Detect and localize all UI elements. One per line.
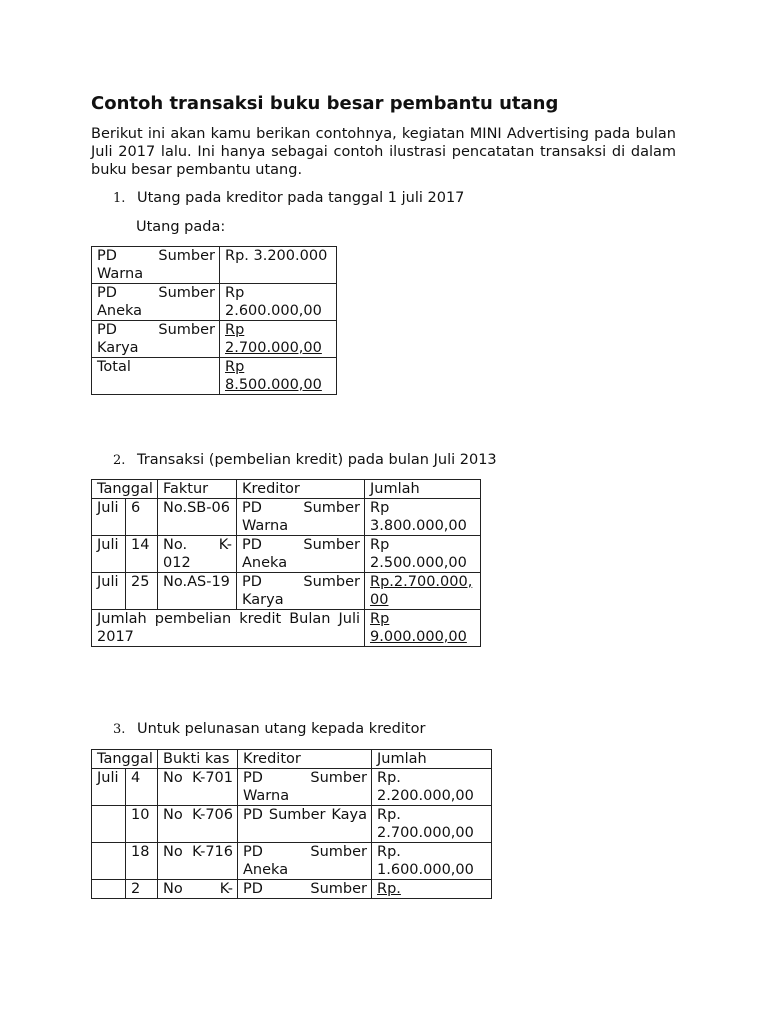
proof-cell: No K- — [158, 880, 238, 899]
total-amount: Rp 8.500.000,00 — [225, 359, 322, 393]
amount-cell: Rp 2.700.000,00 — [220, 321, 337, 358]
total-amount-cell: Rp 9.000.000,00 — [365, 610, 481, 647]
table-row — [92, 806, 492, 843]
header-date: Tanggal — [92, 750, 158, 769]
amount-cell: Rp. 2.700.000,00 — [372, 806, 492, 843]
debt-table — [91, 246, 337, 395]
section-2-text: Transaksi (pembelian kredit) pada bulan Juli 2013 — [137, 452, 497, 468]
section-1-text: Utang pada kreditor pada tanggal 1 juli 2017 — [137, 190, 465, 206]
table-total-row — [92, 610, 481, 647]
table-row — [92, 880, 492, 899]
creditor-cell: PD Sumber Karya — [92, 321, 220, 358]
header-creditor: Kreditor — [238, 750, 372, 769]
amount-cell: Rp 2.500.000,00 — [365, 536, 481, 573]
section-3-text: Untuk pelunasan utang kepada kreditor — [137, 721, 426, 737]
month-cell: Juli — [92, 769, 126, 806]
creditor-cell: PD Sumber Warna — [92, 247, 220, 284]
creditor-cell: PD Sumber — [238, 880, 372, 899]
invoice-cell: No.AS-19 — [158, 573, 237, 610]
table-row — [92, 358, 337, 395]
day-cell: 6 — [126, 499, 158, 536]
table-row — [92, 321, 337, 358]
proof-cell: No K-716 — [158, 843, 238, 880]
month-cell: Juli — [92, 499, 126, 536]
table-header-row — [92, 750, 492, 769]
section-1-number: 1. — [113, 191, 126, 206]
header-proof: Bukti kas — [158, 750, 238, 769]
month-cell — [92, 843, 126, 880]
section-3-number: 3. — [113, 722, 126, 737]
amount-cell: Rp 2.600.000,00 — [220, 284, 337, 321]
section-1-heading — [113, 189, 464, 208]
header-date: Tanggal — [92, 480, 158, 499]
total-label-cell: Jumlah pembelian kredit Bulan Juli 2017 — [92, 610, 365, 647]
amount-cell — [372, 880, 492, 899]
amount-cell: Rp. 2.200.000,00 — [372, 769, 492, 806]
day-cell: 4 — [126, 769, 158, 806]
invoice-cell: No.SB-06 — [158, 499, 237, 536]
section-2-number: 2. — [113, 453, 126, 468]
header-amount: Jumlah — [365, 480, 481, 499]
amount-value: Rp. — [377, 881, 401, 897]
month-cell: Juli — [92, 536, 126, 573]
table-row — [92, 573, 481, 610]
month-cell — [92, 806, 126, 843]
table-row — [92, 769, 492, 806]
amount-cell: Rp 3.800.000,00 — [365, 499, 481, 536]
section-2-heading — [113, 451, 497, 470]
creditor-cell: PD Sumber Kaya — [238, 806, 372, 843]
creditor-cell: PD Sumber Aneka — [92, 284, 220, 321]
intro-paragraph: Berikut ini akan kamu berikan contohnya, kegiatan MINI Advertising pada bulan Juli 2017 lalu. Ini hanya sebagai contoh ilustrasi pencatatan transaksi di dalam buku besar pembantu utang. — [91, 126, 676, 178]
proof-cell: No K-701 — [158, 769, 238, 806]
section-1-subtitle: Utang pada: — [136, 219, 226, 235]
day-cell: 14 — [126, 536, 158, 573]
day-cell: 25 — [126, 573, 158, 610]
invoice-cell: No. K-012 — [158, 536, 237, 573]
proof-cell: No K-706 — [158, 806, 238, 843]
page-title: Contoh transaksi buku besar pembantu utang — [91, 93, 559, 114]
total-label-cell: Total — [92, 358, 220, 395]
table-row — [92, 247, 337, 284]
creditor-cell: PD Sumber Aneka — [237, 536, 365, 573]
creditor-cell: PD Sumber Karya — [237, 573, 365, 610]
header-amount: Jumlah — [372, 750, 492, 769]
table-row — [92, 284, 337, 321]
header-creditor: Kreditor — [237, 480, 365, 499]
total-amount-cell — [220, 358, 337, 395]
payment-table — [91, 749, 492, 899]
header-invoice: Faktur — [158, 480, 237, 499]
table-row — [92, 843, 492, 880]
table-header-row — [92, 480, 481, 499]
month-cell: Juli — [92, 573, 126, 610]
month-cell — [92, 880, 126, 899]
table-row — [92, 536, 481, 573]
table-row — [92, 499, 481, 536]
day-cell: 10 — [126, 806, 158, 843]
day-cell: 18 — [126, 843, 158, 880]
creditor-cell: PD Sumber Aneka — [238, 843, 372, 880]
amount-cell: Rp.2.700.000,00 — [365, 573, 481, 610]
creditor-cell: PD Sumber Warna — [237, 499, 365, 536]
section-3-heading — [113, 720, 425, 739]
amount-cell: Rp. 3.200.000 — [220, 247, 337, 284]
day-cell: 2 — [126, 880, 158, 899]
amount-cell: Rp. 1.600.000,00 — [372, 843, 492, 880]
purchase-table — [91, 479, 481, 647]
creditor-cell: PD Sumber Warna — [238, 769, 372, 806]
